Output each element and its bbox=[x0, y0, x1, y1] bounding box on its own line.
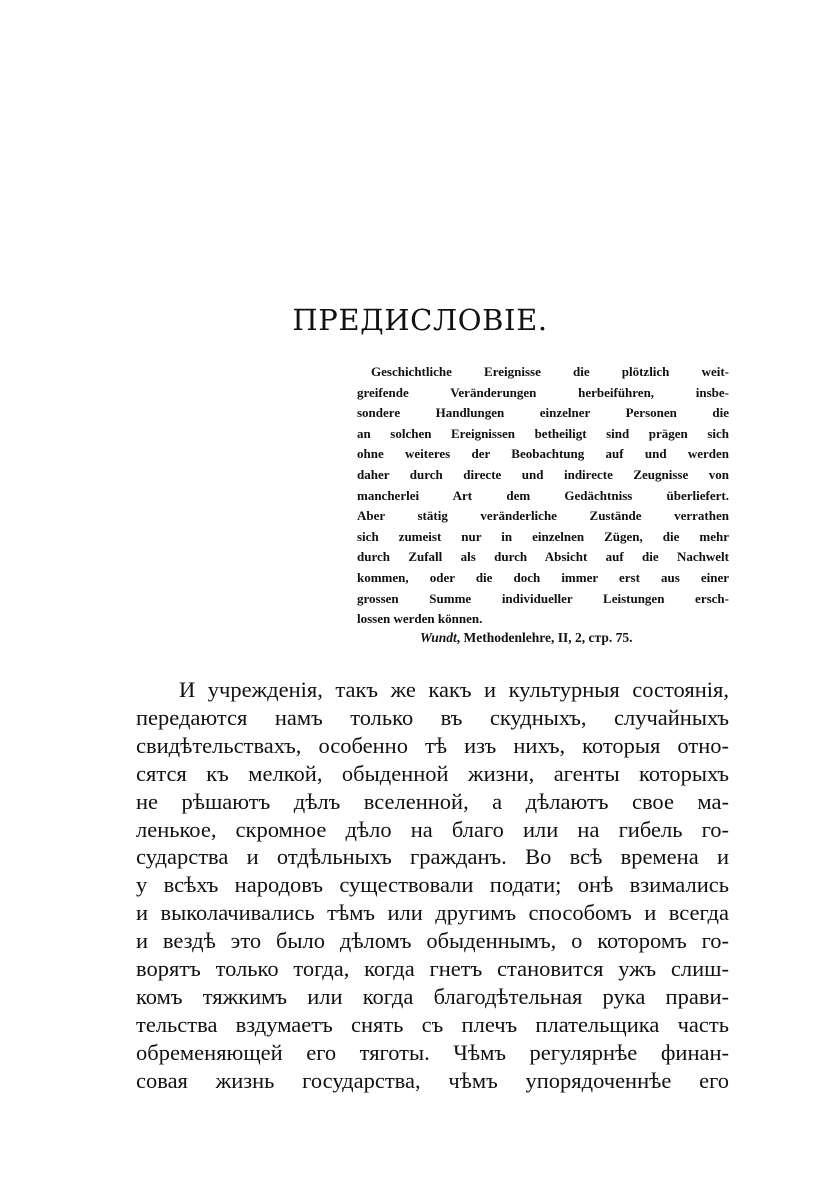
body-line: ленькое, скромное дѣло на благо или на гибель го- bbox=[136, 816, 729, 842]
body-line: комъ тяжкимъ или когда благодѣтельная рука прави- bbox=[136, 983, 729, 1009]
page-title: ПРЕДИСЛОВІЕ. bbox=[292, 303, 548, 337]
epigraph-quote bbox=[357, 362, 729, 630]
epigraph-line: daher durch directe und indirecte Zeugnisse von bbox=[357, 466, 729, 482]
body-line: у всѣхъ народовъ существовали подати; онѣ взимались bbox=[136, 872, 729, 898]
body-line: свидѣтельствахъ, особенно тѣ изъ нихъ, которыя отно- bbox=[136, 732, 729, 758]
epigraph-line: durch Zufall als durch Absicht auf die Nachwelt bbox=[357, 549, 729, 565]
epigraph-line: mancherlei Art dem Gedächtniss überliefert. bbox=[357, 487, 729, 503]
epigraph-line: greifende Veränderungen herbeiführen, insbe- bbox=[357, 384, 729, 400]
body-line: передаются намъ только въ скудныхъ, случайныхъ bbox=[136, 704, 729, 730]
epigraph-line: Geschichtliche Ereignisse die plötzlich weit- bbox=[371, 364, 729, 379]
body-line: ворятъ только тогда, когда гнетъ становится ужъ слиш- bbox=[136, 956, 729, 982]
epigraph-line: an solchen Ereignissen betheiligt sind prägen sich bbox=[357, 425, 729, 441]
epigraph-line: sondere Handlungen einzelner Personen die bbox=[357, 405, 729, 421]
body-line: и вездѣ это было дѣломъ обыденнымъ, о которомъ го- bbox=[136, 928, 729, 954]
epigraph-line: Aber stätig veränderliche Zustände verrathen bbox=[357, 508, 729, 524]
epigraph-attribution bbox=[420, 630, 632, 646]
epigraph-line: sich zumeist nur in einzelnen Zügen, die mehr bbox=[357, 528, 729, 544]
body-line: сударства и отдѣльныхъ гражданъ. Во всѣ времена и bbox=[136, 844, 729, 870]
epigraph-line: lossen werden können. bbox=[357, 611, 483, 627]
body-line: И учрежденія, такъ же какъ и культурныя состоянія, bbox=[179, 677, 729, 702]
body-line: сятся къ мелкой, обыденной жизни, агенты которыхъ bbox=[136, 760, 729, 786]
body-line: не рѣшаютъ дѣлъ вселенной, а дѣлаютъ свое ма- bbox=[136, 788, 729, 814]
body-line: и выколачивались тѣмъ или другимъ способомъ и всегда bbox=[136, 900, 729, 926]
body-line: тельства вздумаетъ снять съ плечъ плательщика часть bbox=[136, 1011, 729, 1037]
epigraph-line: kommen, oder die doch immer erst aus einer bbox=[357, 569, 729, 585]
epigraph-line: ohne weiteres der Beobachtung auf und werden bbox=[357, 446, 729, 462]
body-line: обременяющей его тяготы. Чѣмъ регулярнѣе финан- bbox=[136, 1039, 729, 1065]
epigraph-line: grossen Summe individueller Leistungen ersch- bbox=[357, 590, 729, 606]
attribution-source: , Methodenlehre, II, 2, стр. 75. bbox=[456, 630, 633, 645]
attribution-author: Wundt bbox=[420, 630, 457, 645]
body-paragraph bbox=[136, 676, 729, 1095]
body-line: совая жизнь государства, чѣмъ упорядоченнѣе его bbox=[136, 1067, 729, 1093]
